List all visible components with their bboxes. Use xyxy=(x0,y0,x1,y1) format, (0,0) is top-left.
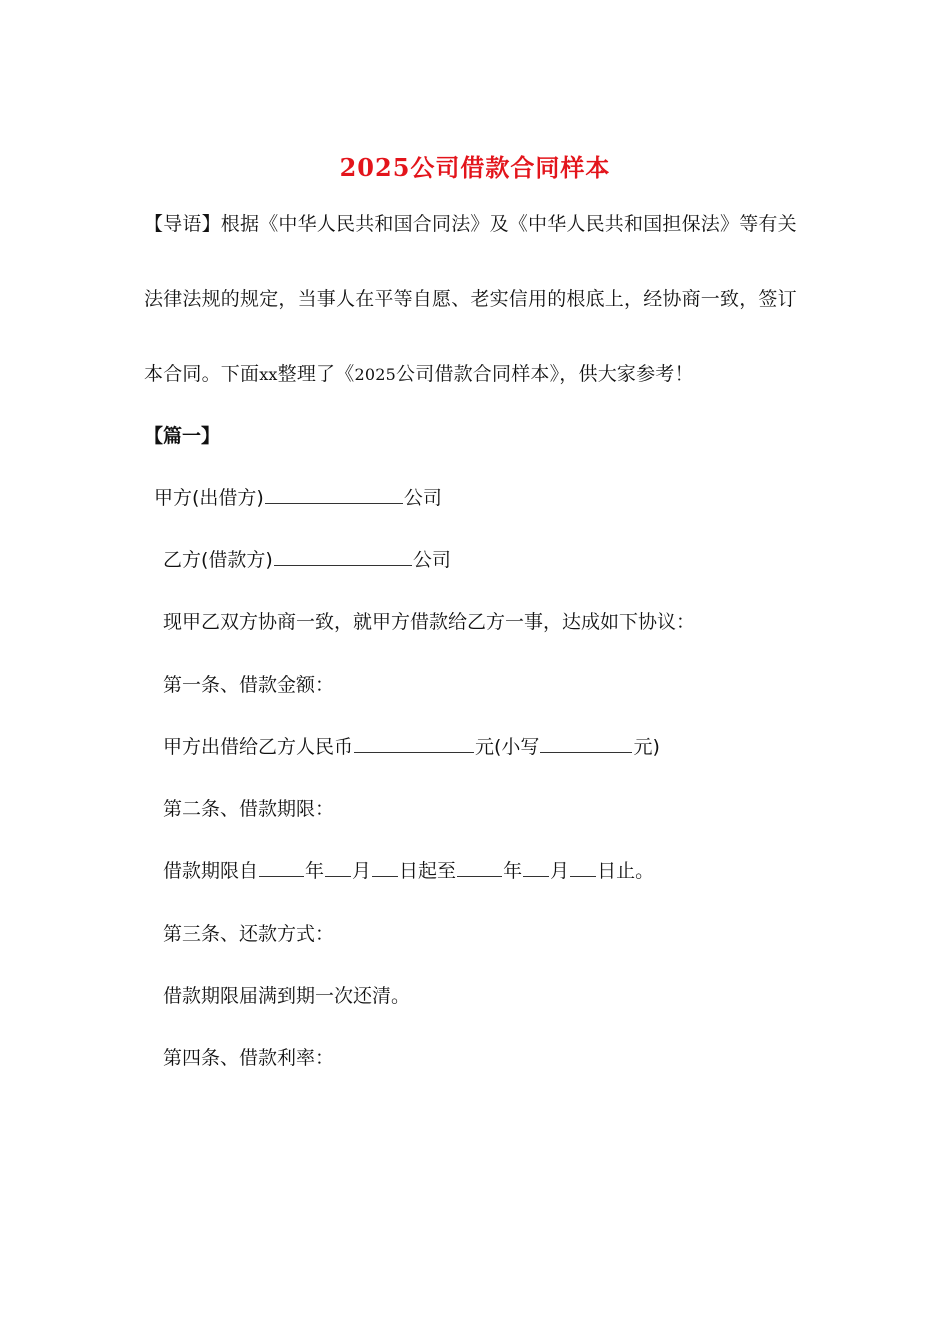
article-1-text xyxy=(163,732,660,762)
term-text: 日止。 xyxy=(597,860,655,882)
party-b-suffix: 公司 xyxy=(412,549,451,571)
amount-lowercase-blank xyxy=(540,734,632,753)
start-year-blank xyxy=(259,858,304,877)
term-text: 月 xyxy=(352,860,372,882)
party-a-line xyxy=(154,483,442,513)
intro-text: 本合同。下面 xyxy=(144,363,260,385)
term-text: 年 xyxy=(503,860,523,882)
intro-line-1: 【导语】根据《中华人民共和国合同法》及《中华人民共和国担保法》等有关 xyxy=(144,213,797,235)
start-day-blank xyxy=(372,858,398,877)
term-text: 借款期限自 xyxy=(163,860,259,882)
article-4-title: 第四条、借款利率： xyxy=(163,1047,335,1069)
intro-year: 2025 xyxy=(354,365,396,384)
intro-text: 整理了《 xyxy=(277,363,355,385)
intro-line-3 xyxy=(144,359,694,390)
party-b-line xyxy=(163,545,451,575)
end-day-blank xyxy=(570,858,596,877)
intro-line-2: 法律法规的规定，当事人在平等自愿、老实信用的根底上，经协商一致，签订 xyxy=(144,288,797,310)
article-1-title: 第一条、借款金额： xyxy=(163,674,335,696)
start-month-blank xyxy=(325,858,351,877)
intro-xx: xx xyxy=(259,365,278,384)
article-2-text xyxy=(163,856,654,886)
agreement-text: 现甲乙双方协商一致，就甲方借款给乙方一事，达成如下协议： xyxy=(163,611,696,633)
term-text: 年 xyxy=(305,860,325,882)
party-a-label: 甲方(出借方) xyxy=(154,487,264,509)
party-b-label: 乙方(借款方) xyxy=(163,549,273,571)
party-a-blank xyxy=(265,485,403,504)
article-3-title: 第三条、还款方式： xyxy=(163,923,335,945)
document-title: 2025公司借款合同样本 xyxy=(339,153,611,182)
article-1-text-a: 甲方出借给乙方人民币 xyxy=(163,736,354,758)
article-2-title: 第二条、借款期限： xyxy=(163,798,335,820)
section-heading: 【篇一】 xyxy=(144,425,221,447)
article-1-text-c: 元) xyxy=(633,736,660,758)
term-text: 月 xyxy=(550,860,570,882)
end-month-blank xyxy=(523,858,549,877)
amount-blank xyxy=(354,734,474,753)
party-a-suffix: 公司 xyxy=(403,487,442,509)
term-text: 日起至 xyxy=(399,860,457,882)
article-3-text: 借款期限届满到期一次还清。 xyxy=(163,985,411,1007)
article-1-text-b: 元(小写 xyxy=(475,736,540,758)
intro-text: 公司借款合同样本》，供大家参考！ xyxy=(396,363,694,385)
party-b-blank xyxy=(274,547,412,566)
end-year-blank xyxy=(457,858,502,877)
